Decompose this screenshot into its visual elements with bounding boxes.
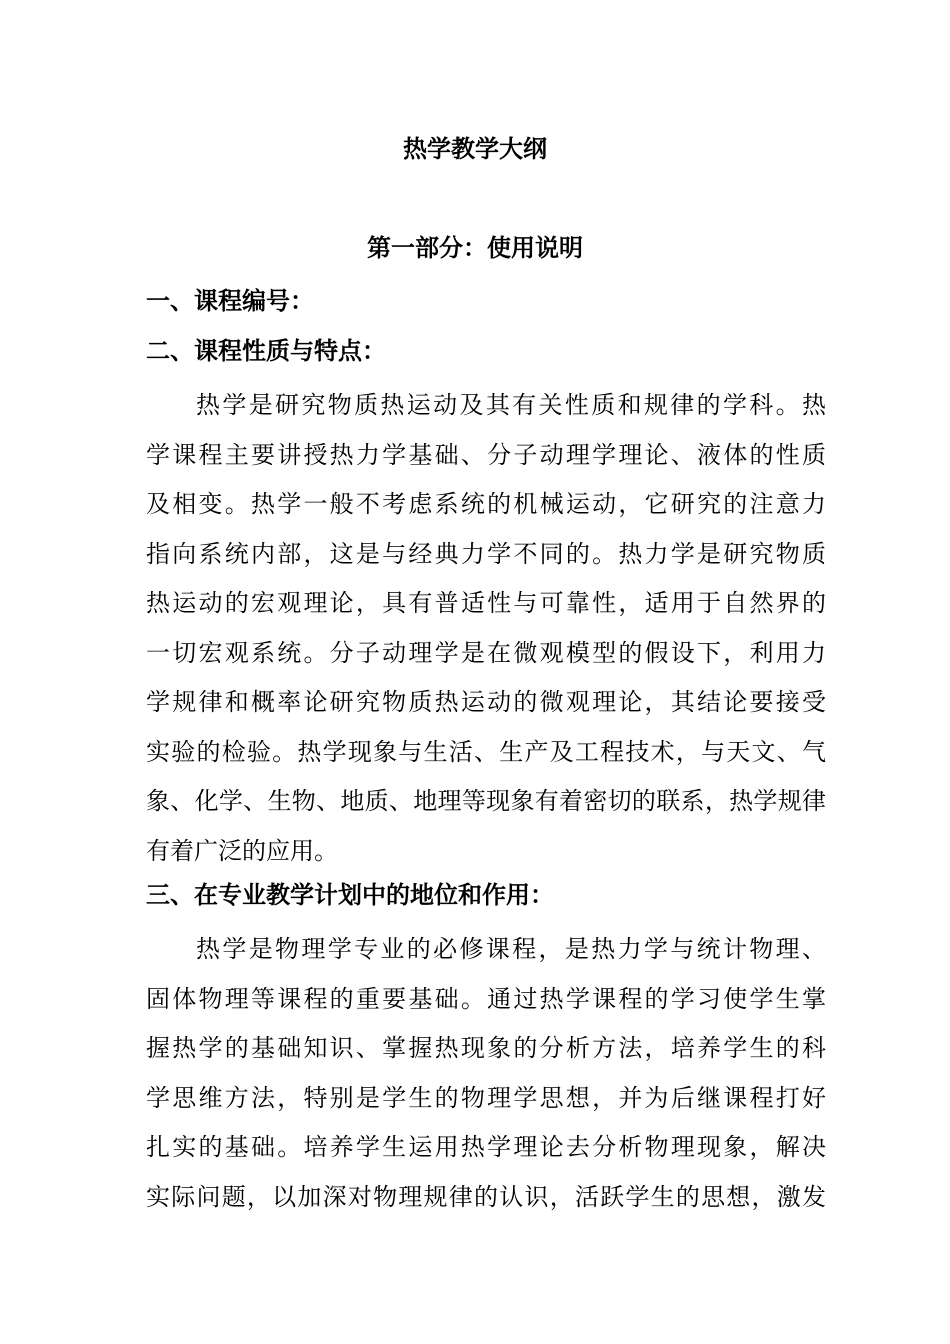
paragraph-line: 固体物理等课程的重要基础。通过热学课程的学习使学生掌 bbox=[146, 984, 826, 1013]
paragraph-line: 有着广泛的应用。 bbox=[146, 836, 338, 865]
paragraph-role bbox=[146, 925, 826, 1222]
paragraph-line: 握热学的基础知识、掌握热现象的分析方法，培养学生的科 bbox=[146, 1034, 826, 1062]
part-title: 第一部分：使用说明 bbox=[367, 233, 583, 262]
paragraph-line: 扎实的基础。培养学生运用热学理论去分析物理现象，解决 bbox=[146, 1133, 826, 1161]
section-heading-course-number: 一、课程编号： bbox=[146, 286, 314, 315]
paragraph-line: 学规律和概率论研究物质热运动的微观理论，其结论要接受 bbox=[146, 688, 826, 716]
paragraph-line: 及相变。热学一般不考虑系统的机械运动，它研究的注意力 bbox=[146, 490, 826, 518]
paragraph-line: 一切宏观系统。分子动理学是在微观模型的假设下，利用力 bbox=[146, 638, 826, 667]
document-title: 热学教学大纲 bbox=[403, 134, 547, 163]
paragraph-nature-features bbox=[146, 381, 826, 876]
section-heading-role: 三、在专业教学计划中的地位和作用： bbox=[146, 880, 554, 909]
paragraph-line: 象、化学、生物、地质、地理等现象有着密切的联系，热学规律 bbox=[146, 787, 826, 815]
section-heading-nature-features: 二、课程性质与特点： bbox=[146, 336, 386, 365]
paragraph-line: 实验的检验。热学现象与生活、生产及工程技术，与天文、气 bbox=[146, 737, 826, 766]
paragraph-line: 热学是研究物质热运动及其有关性质和规律的学科。热 bbox=[196, 391, 826, 419]
paragraph-line: 学思维方法，特别是学生的物理学思想，并为后继课程打好 bbox=[146, 1083, 826, 1112]
paragraph-line: 热运动的宏观理论，具有普适性与可靠性，适用于自然界的 bbox=[146, 589, 826, 617]
paragraph-line: 学课程主要讲授热力学基础、分子动理学理论、液体的性质 bbox=[146, 440, 826, 469]
paragraph-line: 指向系统内部，这是与经典力学不同的。热力学是研究物质 bbox=[146, 539, 826, 568]
paragraph-line: 热学是物理学专业的必修课程，是热力学与统计物理、 bbox=[196, 935, 826, 963]
paragraph-line: 实际问题，以加深对物理规律的认识，活跃学生的思想，激发 bbox=[146, 1182, 826, 1211]
